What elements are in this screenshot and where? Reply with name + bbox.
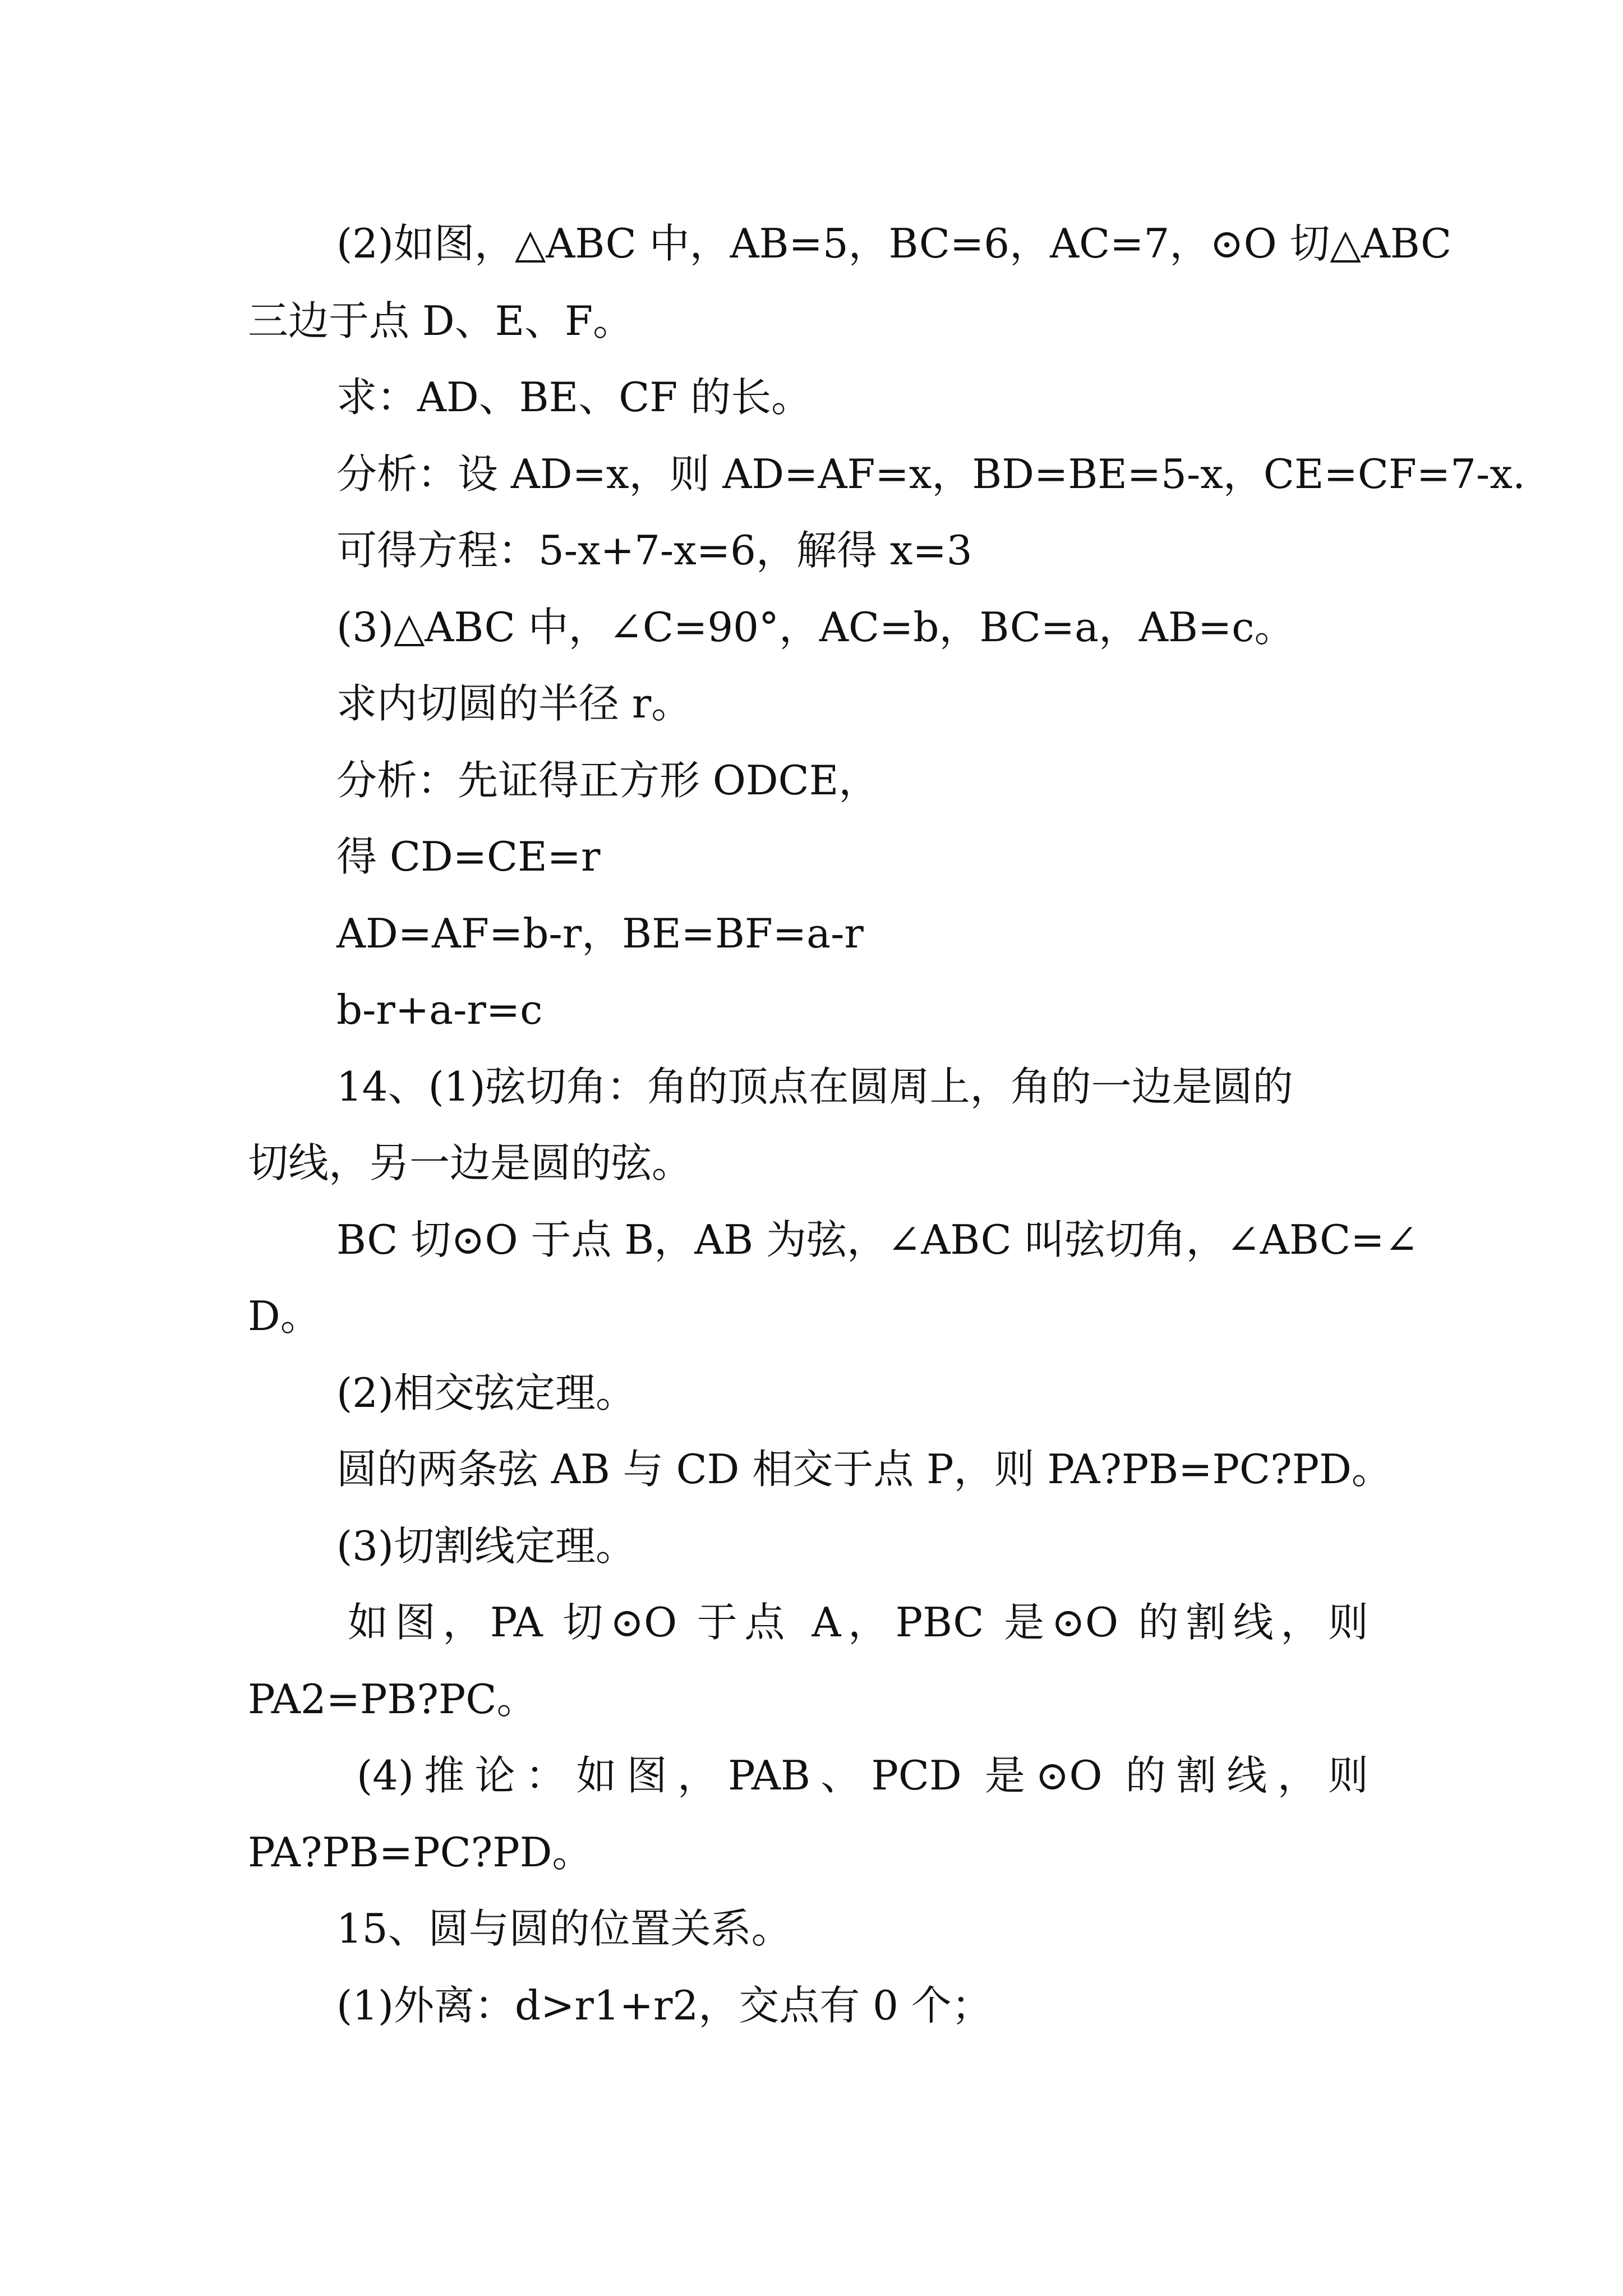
- text-line: 可得方程：5-x+7-x=6，解得 x=3: [336, 527, 972, 574]
- text-line: b-r+a-r=c: [336, 986, 543, 1033]
- text-line: (3)切割线定理。: [336, 1522, 636, 1570]
- text-line: 三边于点 D、E、F。: [248, 297, 634, 344]
- text-line: 分析：先证得正方形 ODCE，: [336, 757, 879, 804]
- text-line: (2)相交弦定理。: [336, 1369, 636, 1416]
- text-line: 求内切圆的半径 r。: [336, 680, 692, 727]
- text-line: (1)外离：d>r1+r2，交点有 0 个；: [336, 1982, 992, 2029]
- text-line: PA?PB=PC?PD。: [248, 1829, 593, 1876]
- text-line: 15、圆与圆的位置关系。: [336, 1905, 792, 1952]
- text-line: D。: [248, 1292, 321, 1340]
- text-line: (2)如图，△ABC 中，AB=5，BC=6，AC=7，⊙O 切△ABC: [336, 220, 1452, 267]
- text-line: (4)推论：如图，PAB、PCD 是⊙O 的割线，则: [357, 1752, 1368, 1799]
- text-line: 分析：设 AD=x，则 AD=AF=x，BD=BE=5-x，CE=CF=7-x.: [336, 450, 1525, 498]
- text-line: BC 切⊙O 于点 B，AB 为弦，∠ABC 叫弦切角，∠ABC=∠: [336, 1216, 1418, 1263]
- text-line: PA2=PB?PC。: [248, 1676, 537, 1723]
- text-line: 切线，另一边是圆的弦。: [248, 1139, 693, 1186]
- text-line: 得 CD=CE=r: [336, 833, 601, 880]
- text-line: 圆的两条弦 AB 与 CD 相交于点 P，则 PA?PB=PC?PD。: [336, 1446, 1392, 1493]
- text-line: AD=AF=b-r，BE=BF=a-r: [336, 910, 864, 957]
- text-line: 求：AD、BE、CF 的长。: [336, 374, 812, 421]
- text-line: 14、(1)弦切角：角的顶点在圆周上，角的一边是圆的: [336, 1063, 1293, 1110]
- text-line: 如图，PA 切⊙O 于点 A，PBC 是⊙O 的割线，则: [348, 1599, 1368, 1646]
- text-line: (3)△ABC 中，∠C=90°，AC=b，BC=a，AB=c。: [336, 604, 1295, 651]
